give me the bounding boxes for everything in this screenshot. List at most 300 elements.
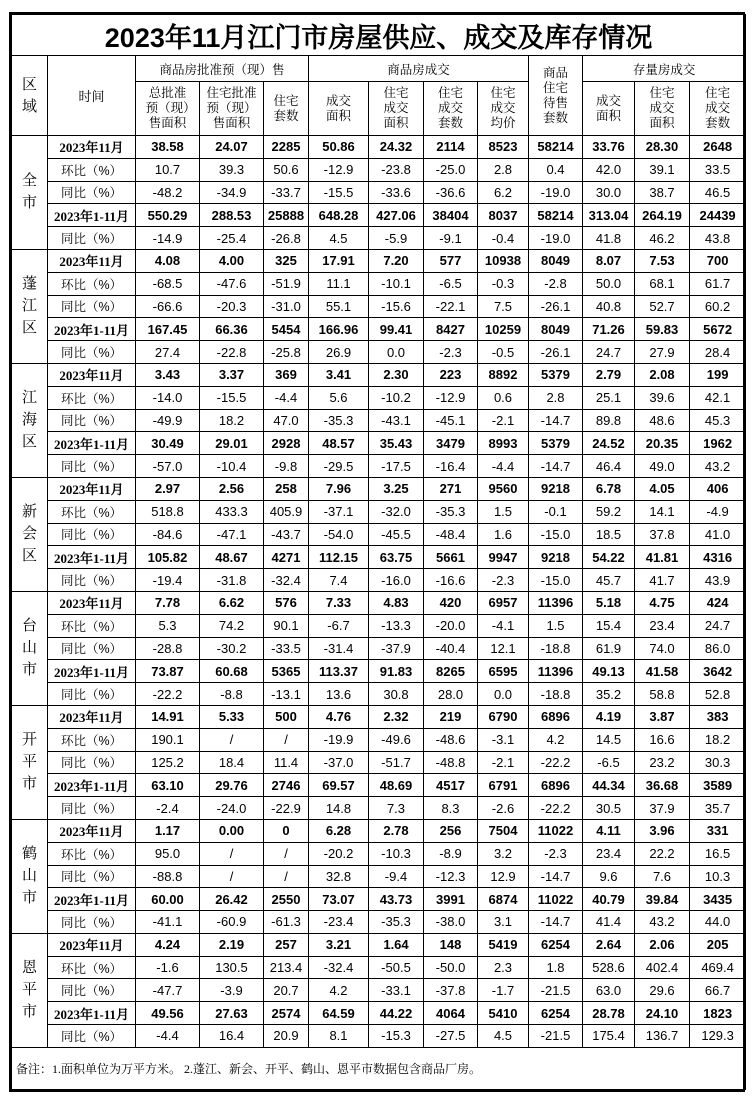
value-cell: -10.3 [369,842,424,865]
value-cell: 33.76 [583,136,635,159]
value-cell: 3.25 [369,477,424,500]
row-label: 2023年11月 [48,705,136,728]
table-row [12,272,746,295]
value-cell: 5454 [264,318,309,341]
value-cell: 331 [690,819,746,842]
value-cell: -14.7 [529,455,583,478]
region-cell: 恩平市 [12,933,48,1047]
value-cell: -54.0 [309,523,369,546]
value-cell: -57.0 [136,455,200,478]
value-cell: 577 [424,249,478,272]
row-label: 2023年1-11月 [48,204,136,227]
value-cell: / [264,842,309,865]
value-cell: 0.6 [478,386,529,409]
value-cell: 42.1 [690,386,746,409]
value-cell: 4.05 [635,477,690,500]
value-cell: -48.6 [424,728,478,751]
value-cell: -60.9 [200,911,264,934]
value-cell: 648.28 [309,204,369,227]
table-row [12,591,746,614]
value-cell: -31.0 [264,295,309,318]
row-label: 2023年1-11月 [48,432,136,455]
value-cell: 2.79 [583,363,635,386]
value-cell: 5.3 [136,614,200,637]
value-cell: 52.8 [690,683,746,706]
value-cell: 369 [264,363,309,386]
value-cell: 1.64 [369,933,424,956]
value-cell: -33.5 [264,637,309,660]
value-cell: -22.9 [264,797,309,820]
value-cell: -2.1 [478,751,529,774]
row-label: 2023年11月 [48,591,136,614]
value-cell: 0.4 [529,158,583,181]
value-cell: 5410 [478,1002,529,1025]
housing-report-sheet [9,12,745,1092]
value-cell: -1.7 [478,979,529,1002]
value-cell: 129.3 [690,1025,746,1048]
value-cell: -14.7 [529,911,583,934]
column-header: 住宅套数 [264,82,309,136]
value-cell: 313.04 [583,204,635,227]
value-cell: -22.2 [136,683,200,706]
value-cell: 30.0 [583,181,635,204]
table-row [12,728,746,751]
value-cell: 2928 [264,432,309,455]
value-cell: -25.4 [200,227,264,250]
value-cell: 46.5 [690,181,746,204]
value-cell: -14.7 [529,865,583,888]
value-cell: 26.9 [309,341,369,364]
value-cell: 63.75 [369,546,424,569]
value-cell: -37.8 [424,979,478,1002]
value-cell: -48.8 [424,751,478,774]
value-cell: 43.8 [690,227,746,250]
value-cell: 90.1 [264,614,309,637]
value-cell: 27.63 [200,1002,264,1025]
value-cell: 29.76 [200,774,264,797]
table-row [12,797,746,820]
value-cell: 3.2 [478,842,529,865]
value-cell: 25888 [264,204,309,227]
value-cell: 49.0 [635,455,690,478]
row-label: 同比（%） [48,683,136,706]
value-cell: 95.0 [136,842,200,865]
value-cell: 68.1 [635,272,690,295]
value-cell: 6957 [478,591,529,614]
value-cell: 45.3 [690,409,746,432]
row-label: 同比（%） [48,295,136,318]
value-cell: 4.76 [309,705,369,728]
value-cell: -15.5 [200,386,264,409]
value-cell: 113.37 [309,660,369,683]
value-cell: -12.9 [309,158,369,181]
value-cell: 5419 [478,933,529,956]
value-cell: -15.6 [369,295,424,318]
value-cell: 50.6 [264,158,309,181]
value-cell: -41.1 [136,911,200,934]
value-cell: -13.1 [264,683,309,706]
value-cell: 7.53 [635,249,690,272]
value-cell: 28.78 [583,1002,635,1025]
value-cell: 257 [264,933,309,956]
header-time: 时间 [48,56,136,136]
value-cell: 37.8 [635,523,690,546]
value-cell: 0 [264,819,309,842]
table-row [12,409,746,432]
value-cell: 424 [690,591,746,614]
value-cell: 0.0 [369,341,424,364]
value-cell: -20.2 [309,842,369,865]
table-row [12,979,746,1002]
value-cell: 55.1 [309,295,369,318]
value-cell: -31.4 [309,637,369,660]
value-cell: -15.0 [529,523,583,546]
value-cell: 59.83 [635,318,690,341]
value-cell: -8.9 [424,842,478,865]
value-cell: -22.8 [200,341,264,364]
row-label: 2023年11月 [48,363,136,386]
value-cell: 14.8 [309,797,369,820]
value-cell: 0.00 [200,819,264,842]
value-cell: 66.7 [690,979,746,1002]
value-cell: 213.4 [264,956,309,979]
value-cell: 3.87 [635,705,690,728]
value-cell: 48.67 [200,546,264,569]
value-cell: 24.52 [583,432,635,455]
value-cell: 402.4 [635,956,690,979]
value-cell: -2.1 [478,409,529,432]
table-row [12,546,746,569]
value-cell: -32.4 [309,956,369,979]
value-cell: -0.3 [478,272,529,295]
row-label: 同比（%） [48,979,136,1002]
value-cell: 14.1 [635,500,690,523]
table-row [12,637,746,660]
value-cell: 24.32 [369,136,424,159]
value-cell: 11396 [529,660,583,683]
value-cell: -2.4 [136,797,200,820]
value-cell: 30.5 [583,797,635,820]
value-cell: 10.3 [690,865,746,888]
row-label: 同比（%） [48,455,136,478]
row-label: 2023年11月 [48,477,136,500]
value-cell: 405.9 [264,500,309,523]
value-cell: 4.11 [583,819,635,842]
value-cell: 11396 [529,591,583,614]
value-cell: 469.4 [690,956,746,979]
value-cell: 24.7 [583,341,635,364]
value-cell: 8049 [529,249,583,272]
value-cell: 4271 [264,546,309,569]
value-cell: 433.3 [200,500,264,523]
column-header: 住宅批准预（现）售面积 [200,82,264,136]
value-cell: -4.4 [264,386,309,409]
value-cell: -25.0 [424,158,478,181]
value-cell: 29.6 [635,979,690,1002]
value-cell: -38.0 [424,911,478,934]
table-row [12,956,746,979]
value-cell: -51.7 [369,751,424,774]
value-cell: -47.7 [136,979,200,1002]
header-region: 区域 [12,56,48,136]
row-label: 同比（%） [48,341,136,364]
value-cell: 10259 [478,318,529,341]
table-row [12,683,746,706]
value-cell: 86.0 [690,637,746,660]
value-cell: -19.0 [529,227,583,250]
value-cell: 2574 [264,1002,309,1025]
region-cell: 蓬江区 [12,249,48,363]
value-cell: 66.36 [200,318,264,341]
table-row [12,569,746,592]
value-cell: 6.2 [478,181,529,204]
table-row [12,295,746,318]
value-cell: -9.8 [264,455,309,478]
table-row [12,432,746,455]
value-cell: 30.49 [136,432,200,455]
value-cell: -47.1 [200,523,264,546]
value-cell: 6874 [478,888,529,911]
value-cell: 46.2 [635,227,690,250]
value-cell: 6896 [529,705,583,728]
table-row [12,455,746,478]
value-cell: -31.8 [200,569,264,592]
value-cell: -18.8 [529,637,583,660]
row-label: 同比（%） [48,523,136,546]
value-cell: -66.6 [136,295,200,318]
value-cell: -48.2 [136,181,200,204]
value-cell: 406 [690,477,746,500]
value-cell: -12.9 [424,386,478,409]
value-cell: 16.4 [200,1025,264,1048]
value-cell: 64.59 [309,1002,369,1025]
value-cell: 1962 [690,432,746,455]
value-cell: -0.4 [478,227,529,250]
value-cell: -22.2 [529,797,583,820]
value-cell: 37.9 [635,797,690,820]
value-cell: 16.5 [690,842,746,865]
value-cell: 3991 [424,888,478,911]
value-cell: 1.8 [529,956,583,979]
value-cell: 500 [264,705,309,728]
value-cell: 60.68 [200,660,264,683]
value-cell: -26.1 [529,341,583,364]
value-cell: 288.53 [200,204,264,227]
value-cell: 9560 [478,477,529,500]
value-cell: 8049 [529,318,583,341]
value-cell: 2746 [264,774,309,797]
value-cell: 4.83 [369,591,424,614]
table-row [12,865,746,888]
value-cell: 7.4 [309,569,369,592]
value-cell: -2.8 [529,272,583,295]
value-cell: 7.96 [309,477,369,500]
value-cell: -8.8 [200,683,264,706]
value-cell: -68.5 [136,272,200,295]
value-cell: / [264,865,309,888]
value-cell: 24.10 [635,1002,690,1025]
value-cell: -35.3 [369,911,424,934]
value-cell: 91.83 [369,660,424,683]
page-title: 2023年11月江门市房屋供应、成交及库存情况 [12,15,746,56]
value-cell: 576 [264,591,309,614]
row-label: 环比（%） [48,500,136,523]
value-cell: 7.20 [369,249,424,272]
value-cell: 28.0 [424,683,478,706]
value-cell: 41.0 [690,523,746,546]
row-label: 2023年11月 [48,819,136,842]
value-cell: -32.4 [264,569,309,592]
header-group-resale: 存量房成交 [583,56,746,82]
value-cell: -2.3 [529,842,583,865]
value-cell: 74.0 [635,637,690,660]
header-inventory: 商品住宅待售套数 [529,56,583,136]
value-cell: 59.2 [583,500,635,523]
value-cell: 6.62 [200,591,264,614]
value-cell: -37.0 [309,751,369,774]
value-cell: 41.4 [583,911,635,934]
value-cell: 45.7 [583,569,635,592]
value-cell: 6790 [478,705,529,728]
value-cell: -27.5 [424,1025,478,1048]
column-header: 总批准预（现）售面积 [136,82,200,136]
value-cell: 528.6 [583,956,635,979]
value-cell: 39.1 [635,158,690,181]
value-cell: 8993 [478,432,529,455]
value-cell: -22.2 [529,751,583,774]
value-cell: -15.5 [309,181,369,204]
value-cell: 11022 [529,888,583,911]
value-cell: -26.1 [529,295,583,318]
table-row [12,842,746,865]
value-cell: 30.8 [369,683,424,706]
value-cell: -61.3 [264,911,309,934]
value-cell: 50.86 [309,136,369,159]
value-cell: 175.4 [583,1025,635,1048]
value-cell: -19.4 [136,569,200,592]
value-cell: 2.30 [369,363,424,386]
value-cell: 3.43 [136,363,200,386]
value-cell: 40.8 [583,295,635,318]
row-label: 环比（%） [48,272,136,295]
value-cell: -30.2 [200,637,264,660]
value-cell: -6.5 [424,272,478,295]
value-cell: 2.32 [369,705,424,728]
value-cell: 518.8 [136,500,200,523]
value-cell: 5379 [529,363,583,386]
value-cell: 10938 [478,249,529,272]
value-cell: -19.9 [309,728,369,751]
value-cell: 27.4 [136,341,200,364]
column-header: 成交面积 [583,82,635,136]
value-cell: 43.2 [690,455,746,478]
value-cell: 39.6 [635,386,690,409]
value-cell: -33.7 [264,181,309,204]
value-cell: 63.0 [583,979,635,1002]
value-cell: 2.97 [136,477,200,500]
value-cell: 35.2 [583,683,635,706]
value-cell: 2285 [264,136,309,159]
value-cell: 130.5 [200,956,264,979]
value-cell: 39.3 [200,158,264,181]
value-cell: 3.21 [309,933,369,956]
value-cell: 26.42 [200,888,264,911]
value-cell: 325 [264,249,309,272]
value-cell: 190.1 [136,728,200,751]
value-cell: 3.41 [309,363,369,386]
row-label: 2023年11月 [48,136,136,159]
value-cell: 41.7 [635,569,690,592]
value-cell: -4.4 [478,455,529,478]
value-cell: 3.37 [200,363,264,386]
value-cell: 41.8 [583,227,635,250]
value-cell: 383 [690,705,746,728]
table-row [12,227,746,250]
value-cell: 8037 [478,204,529,227]
value-cell: 4.08 [136,249,200,272]
value-cell: 25.1 [583,386,635,409]
value-cell: 69.57 [309,774,369,797]
table-row [12,363,746,386]
header-group-presale: 商品房批准预（现）售 [136,56,309,82]
value-cell: 39.84 [635,888,690,911]
value-cell: 4.2 [309,979,369,1002]
value-cell: 16.6 [635,728,690,751]
value-cell: -50.5 [369,956,424,979]
value-cell: 58214 [529,136,583,159]
value-cell: 48.6 [635,409,690,432]
row-label: 同比（%） [48,227,136,250]
value-cell: -21.5 [529,979,583,1002]
value-cell: 1.5 [478,500,529,523]
value-cell: 9.6 [583,865,635,888]
value-cell: -10.1 [369,272,424,295]
value-cell: -9.4 [369,865,424,888]
value-cell: 58214 [529,204,583,227]
row-label: 同比（%） [48,911,136,934]
table-row [12,911,746,934]
value-cell: 60.2 [690,295,746,318]
value-cell: 8265 [424,660,478,683]
value-cell: 33.5 [690,158,746,181]
value-cell: 49.13 [583,660,635,683]
value-cell: 29.01 [200,432,264,455]
column-header: 住宅成交面积 [369,82,424,136]
value-cell: 11.4 [264,751,309,774]
header-group-sales: 商品房成交 [309,56,529,82]
value-cell: -35.3 [309,409,369,432]
value-cell: / [264,728,309,751]
value-cell: 3589 [690,774,746,797]
value-cell: 5672 [690,318,746,341]
value-cell: 4.5 [478,1025,529,1048]
value-cell: 8.1 [309,1025,369,1048]
value-cell: -0.1 [529,500,583,523]
value-cell: 43.9 [690,569,746,592]
value-cell: 8.07 [583,249,635,272]
value-cell: 264.19 [635,204,690,227]
value-cell: 5661 [424,546,478,569]
column-header: 住宅成交套数 [690,82,746,136]
table-row [12,341,746,364]
value-cell: 73.87 [136,660,200,683]
value-cell: -0.5 [478,341,529,364]
table-row [12,1025,746,1048]
housing-report-table [11,14,746,1090]
value-cell: -13.3 [369,614,424,637]
value-cell: 38.7 [635,181,690,204]
value-cell: 2.8 [478,158,529,181]
